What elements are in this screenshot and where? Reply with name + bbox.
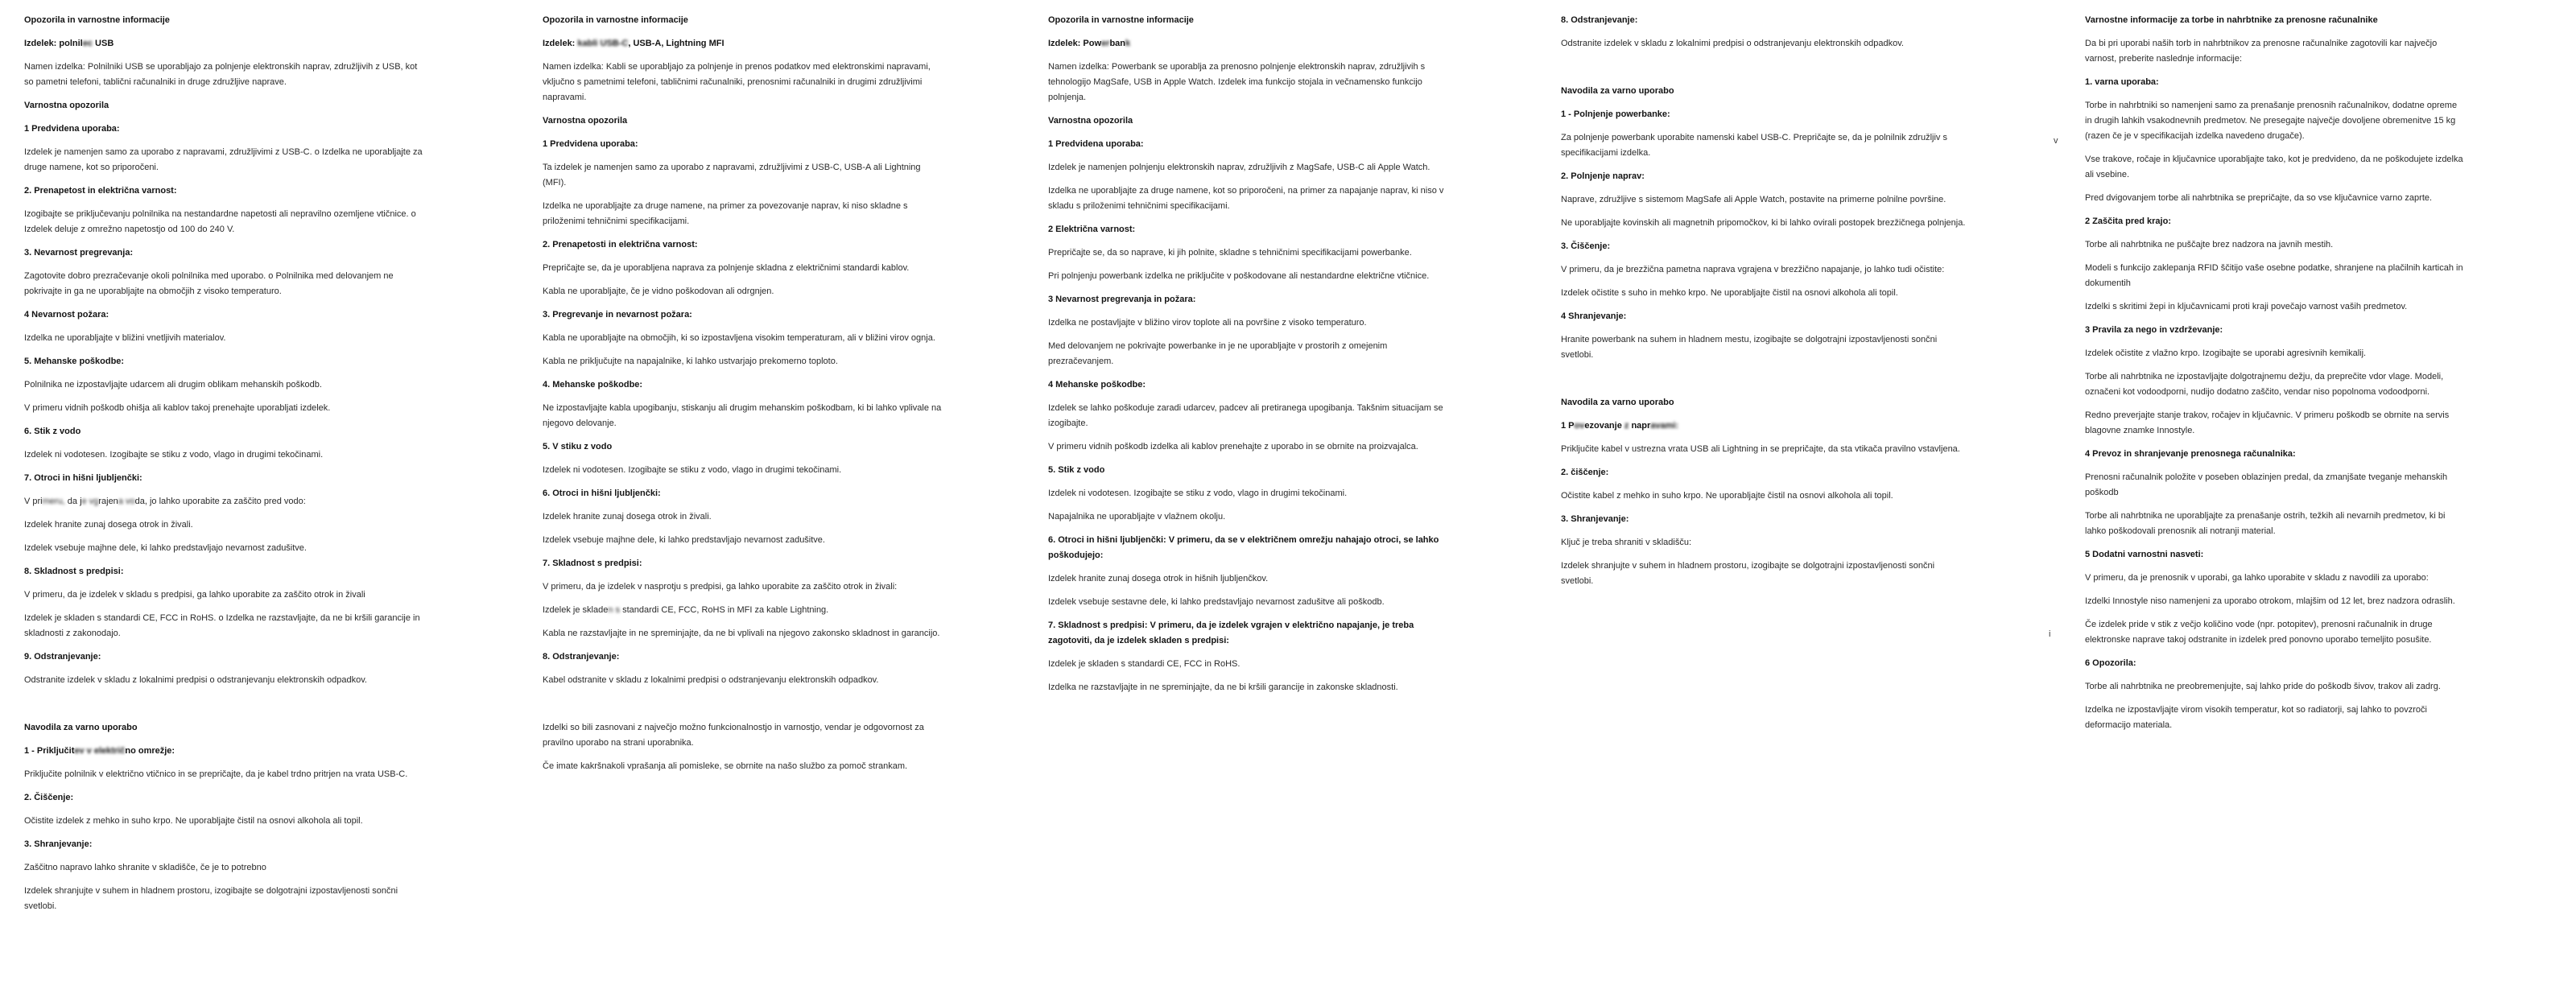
text: Izdelek se lahko poškoduje zaradi udarcev, padcev ali pretiranega upogibanja. Takšnim situacijam se izogibajte.	[1048, 403, 1443, 428]
blurred-text: avami:	[1650, 421, 1679, 431]
section-heading	[1048, 463, 1455, 478]
paragraph	[543, 160, 943, 191]
column-usb-charger	[24, 13, 427, 922]
text: Izdelek vsebuje majhne dele, ki lahko predstavljajo nevarnost zadušitve.	[543, 535, 825, 545]
text: Priključite kabel v ustrezna vrata USB ali Lightning in se prepričajte, da sta vtikača pravilno vstavljena.	[1561, 444, 1960, 454]
paragraph	[1561, 216, 1967, 231]
paragraph	[543, 261, 943, 276]
blurred-text: e vg	[81, 497, 99, 506]
section-heading	[543, 113, 943, 129]
text: 7. Skladnost s predpisi:	[543, 559, 642, 568]
text: Namen izdelka: Kabli se uporabljajo za polnjenje in prenos podatkov med elektronskimi napravami, vključno s pametnimi telefoni, tabličnimi računalniki, prenosnimi računalniki in drugimi združljivimi napravami.	[543, 62, 931, 102]
text: 4 Shranjevanje:	[1561, 311, 1627, 321]
section-heading	[1048, 113, 1455, 129]
text: 9. Odstranjevanje:	[24, 652, 101, 662]
text: 7. Skladnost s predpisi: V primeru, da je izdelek vgrajen v električno napajanje, je treba zagotoviti, da je izdelek skladen s predpisi:	[1048, 621, 1414, 645]
paragraph	[543, 331, 943, 346]
text: napr	[1629, 421, 1651, 431]
text: Izdelek je namenjen polnjenju elektronskih naprav, združljivih z MagSafe, USB-C ali Apple Watch.	[1048, 163, 1430, 172]
paragraph	[543, 533, 943, 548]
paragraph	[543, 401, 943, 431]
section-heading	[1048, 292, 1455, 307]
paragraph	[24, 494, 427, 509]
text: 2 Zaščita pred krajo:	[2085, 216, 2171, 226]
text: Kabel odstranite v skladu z lokalnimi predpisi o odstranjevanju elektronskih odpadkov.	[543, 675, 879, 685]
section-heading	[543, 439, 943, 455]
text: Polnilnika ne izpostavljajte udarcem ali drugim oblikam mehanskih poškodb.	[24, 380, 322, 390]
text: Izdelek očistite s suho in mehko krpo. Ne uporabljajte čistil na osnovi alkohola ali topil.	[1561, 288, 1898, 298]
text: 3. Shranjevanje:	[24, 839, 93, 849]
text: 3 Pravila za nego in vzdrževanje:	[2085, 325, 2223, 335]
section-heading	[1561, 512, 1967, 527]
paragraph	[1048, 571, 1455, 587]
text: Izdelek: Pow	[1048, 39, 1102, 48]
blurred-text: n s	[608, 605, 621, 615]
text: Odstranite izdelek v skladu z lokalnimi predpisi o odstranjevanju elektronskih odpadkov.	[24, 675, 367, 685]
text: 1 Predvidena uporaba:	[24, 124, 120, 134]
paragraph	[1048, 486, 1455, 501]
text: Pred dvigovanjem torbe ali nahrbtnika se prepričajte, da so vse ključavnice varno zaprte.	[2085, 193, 2433, 203]
section-heading	[2085, 75, 2466, 90]
text: Če imate kakršnakoli vprašanja ali pomisleke, se obrnite na našo službo za pomoč strankam.	[543, 761, 908, 771]
paragraph	[2085, 617, 2466, 648]
section-heading	[543, 237, 943, 253]
blurred-text: ov	[1574, 421, 1585, 431]
text: Ta izdelek je namenjen samo za uporabo z napravami, združljivimi z USB-C, USB-A ali Lightning (MFI).	[543, 163, 921, 188]
text: Izdelek je sklade	[543, 605, 609, 615]
section-heading	[1561, 84, 1967, 99]
blurred-text: ev v električ	[74, 746, 126, 756]
text: ezovanje	[1584, 421, 1624, 431]
text: Izdelki so bili zasnovani z največjo možno funkcionalnostjo in varnostjo, vendar je odgovornost za pravilno uporabo na strani uporabnika.	[543, 723, 924, 748]
paragraph	[2085, 237, 2466, 253]
section-heading	[543, 556, 943, 571]
section-heading	[24, 36, 427, 52]
text: Med delovanjem ne pokrivajte powerbanke in je ne uporabljajte v prostorih z omejenim prezračevanjem.	[1048, 341, 1388, 366]
text: 2. Prenapetost in električna varnost:	[24, 186, 177, 196]
text: , USB-A, Lightning MFI	[628, 39, 724, 48]
text: Torbe ali nahrbtnika ne puščajte brez nadzora na javnih mestih.	[2085, 240, 2334, 249]
paragraph	[24, 401, 427, 416]
text: da, jo lahko uporabite za zaščito pred vodo:	[134, 497, 306, 506]
paragraph	[24, 447, 427, 463]
paragraph	[24, 588, 427, 603]
blurred-text: z	[1624, 421, 1629, 431]
text: Navodila za varno uporabo	[24, 723, 138, 732]
text: 3. Pregrevanje in nevarnost požara:	[543, 310, 692, 320]
text: 1 Predvidena uporaba:	[1048, 139, 1144, 149]
paragraph	[1561, 286, 1967, 301]
blurred-text: k	[1125, 39, 1131, 48]
text: Izdelek hranite zunaj dosega otrok in živali.	[543, 512, 712, 522]
section-heading	[24, 744, 427, 759]
text: da j	[64, 497, 82, 506]
text: 6 Opozorila:	[2085, 658, 2136, 668]
section-heading	[1561, 169, 1967, 184]
text: 6. Stik z vodo	[24, 427, 81, 436]
text: 8. Odstranjevanje:	[543, 652, 620, 662]
section-heading	[24, 837, 427, 852]
paragraph	[24, 60, 427, 90]
text: Namen izdelka: Polnilniki USB se uporabljajo za polnjenje elektronskih naprav, združljivih z USB, kot so pametni telefoni, tablični računalniki in druge združljive naprave.	[24, 62, 418, 87]
column-laptop-bags	[2085, 13, 2466, 741]
text: 8. Odstranjevanje:	[1561, 15, 1638, 25]
paragraph	[24, 331, 427, 346]
text: Navodila za varno uporabo	[1561, 398, 1674, 407]
text: Izogibajte se priključevanju polnilnika na nestandardne napetosti ali nepravilno ozemljene vtičnice. o Izdelek deluje z omrežno napetostjo od 100 do 240 V.	[24, 209, 416, 234]
paragraph	[2085, 408, 2466, 439]
text: 1 Predvidena uporaba:	[543, 139, 638, 149]
section-heading	[1561, 13, 1967, 28]
text: Kabla ne uporabljajte, če je vidno poškodovan ali odrgnjen.	[543, 287, 774, 296]
text: Napajalnika ne uporabljajte v vlažnem okolju.	[1048, 512, 1226, 522]
paragraph	[2085, 346, 2466, 361]
text: ban	[1109, 39, 1125, 48]
blurred-text: er	[1101, 39, 1110, 48]
text: 6. Otroci in hišni ljubljenčki: V primeru, da se v električnem omrežju nahajajo otroci, se lahko poškodujejo:	[1048, 535, 1439, 560]
column-powerbank	[1048, 13, 1455, 703]
text: Odstranite izdelek v skladu z lokalnimi predpisi o odstranjevanju elektronskih odpadkov.	[1561, 39, 1904, 48]
paragraph	[543, 579, 943, 595]
paragraph	[2085, 369, 2466, 400]
text: 4. Mehanske poškodbe:	[543, 380, 643, 390]
text: Kabla ne razstavljajte in ne spreminjajte, da ne bi vplivali na njegovo zakonsko skladnost in garancijo.	[543, 629, 940, 638]
text: Očistite izdelek z mehko in suho krpo. Ne uporabljajte čistil na osnovi alkohola ali topil.	[24, 816, 363, 826]
section-heading	[2085, 323, 2466, 338]
section-heading	[1561, 465, 1967, 480]
paragraph	[543, 603, 943, 618]
section-heading	[24, 790, 427, 806]
text: Kabla ne uporabljajte na območjih, ki so izpostavljena visokim temperaturam, ali v bližini virov ognja.	[543, 333, 935, 343]
paragraph	[543, 199, 943, 229]
text: Ne uporabljajte kovinskih ali magnetnih pripomočkov, ki bi lahko ovirali postopek brezžičnega polnjenja.	[1561, 218, 1966, 228]
text: Modeli s funkcijo zaklepanja RFID ščitijo vaše osebne podatke, shranjene na plačilnih karticah in dokumentih	[2085, 263, 2463, 288]
text: Varnostna opozorila	[1048, 116, 1133, 126]
text: 5. Mehanske poškodbe:	[24, 357, 125, 366]
text: Navodila za varno uporabo	[1561, 86, 1674, 96]
text: rajen	[98, 497, 118, 506]
text: Izdelka ne uporabljajte za druge namene, kot so priporočeni, na primer za napajanje naprav, ki niso v skladu s priloženimi tehničnimi specifikacijami.	[1048, 186, 1444, 211]
text: Da bi pri uporabi naših torb in nahrbtnikov za prenosne računalnike zagotovili kar največjo varnost, preberite naslednje informacije:	[2085, 39, 2438, 64]
text: Kabla ne priključujte na napajalnike, ki lahko ustvarjajo prekomerno toploto.	[543, 357, 838, 366]
text: 2 Električna varnost:	[1048, 225, 1136, 234]
paragraph	[543, 354, 943, 369]
paragraph	[1561, 262, 1967, 278]
paragraph	[24, 377, 427, 393]
text: Torbe ali nahrbtnika ne izpostavljajte dolgotrajnemu dežju, da preprečite vdor vlage. Modeli, označeni kot vodoodporni, nudijo dodatno zaščito, vendar niso popolnoma vodoodporni.	[2085, 372, 2444, 397]
text: Varnostna opozorila	[543, 116, 628, 126]
text: Izdelek shranjujte v suhem in hladnem prostoru, izogibajte se dolgotrajni izpostavljenosti sončni svetlobi.	[24, 886, 398, 911]
paragraph	[2085, 152, 2466, 183]
paragraph	[543, 673, 943, 688]
section-heading	[24, 564, 427, 579]
paragraph	[1561, 535, 1967, 550]
paragraph	[24, 207, 427, 237]
text: Ključ je treba shraniti v skladišču:	[1561, 538, 1692, 547]
paragraph	[543, 509, 943, 525]
text: Izdelki Innostyle niso namenjeni za uporabo otrokom, mlajšim od 12 let, brez nadzora odraslih.	[2085, 596, 2455, 606]
section-heading	[24, 649, 427, 665]
section-heading	[543, 377, 943, 393]
text: Izdelek hranite zunaj dosega otrok in živali.	[24, 520, 193, 530]
paragraph	[2085, 594, 2466, 609]
section-heading	[2085, 447, 2466, 462]
text: Pri polnjenju powerbank izdelka ne priključite v poškodovane ali nestandardne električne vtičnice.	[1048, 271, 1430, 281]
text: Izdelek vsebuje majhne dele, ki lahko predstavljajo nevarnost zadušitve.	[24, 543, 307, 553]
section-heading	[543, 137, 943, 152]
paragraph	[2085, 703, 2466, 733]
text: Izdelka ne razstavljajte in ne spreminjajte, da ne bi kršili garancije in zakonske skladnosti.	[1048, 682, 1398, 692]
text: Varnostne informacije za torbe in nahrbtnike za prenosne računalnike	[2085, 15, 2378, 25]
section-heading	[1561, 239, 1967, 254]
paragraph	[543, 284, 943, 299]
section-heading	[543, 13, 943, 28]
text: Izdelka ne uporabljajte v bližini vnetljivih materialov.	[24, 333, 226, 343]
paragraph	[543, 759, 943, 774]
paragraph	[24, 860, 427, 876]
text: Opozorila in varnostne informacije	[1048, 15, 1194, 25]
text: Vse trakove, ročaje in ključavnice uporabljajte tako, kot je predvideno, da ne poškodujete izdelka ali vsebine.	[2085, 155, 2463, 179]
text: Prenosni računalnik položite v poseben oblazinjen predal, da zmanjšate tveganje mehanskih poškodb	[2085, 472, 2448, 497]
text: Izdelek očistite z vlažno krpo. Izogibajte se uporabi agresivnih kemikalij.	[2085, 348, 2367, 358]
text: V primeru, da je izdelek v nasprotju s predpisi, ga lahko uporabite za zaščito otrok in živali:	[543, 582, 898, 592]
section-heading	[1561, 107, 1967, 122]
text: Redno preverjajte stanje trakov, ročajev in ključavnic. V primeru poškodb se obrnite na servis blagovne znamke Innostyle.	[2085, 410, 2450, 435]
text: 2. Prenapetosti in električna varnost:	[543, 240, 698, 249]
section-heading	[1048, 618, 1455, 649]
section-heading	[24, 98, 427, 113]
paragraph	[1048, 509, 1455, 525]
paragraph	[24, 145, 427, 175]
paragraph	[1561, 36, 1967, 52]
text: Izdelek shranjujte v suhem in hladnem prostoru, izogibajte se dolgotrajni izpostavljenosti sončni svetlobi.	[1561, 561, 1935, 586]
text: 2. Čiščenje:	[24, 793, 74, 802]
text: Izdelka ne postavljajte v bližino virov toplote ali na površine z visoko temperaturo.	[1048, 318, 1367, 328]
paragraph	[24, 884, 427, 914]
section-heading	[1048, 137, 1455, 152]
section-heading	[1048, 13, 1455, 28]
paragraph	[2085, 470, 2466, 501]
text: Prepričajte se, da je uporabljena naprava za polnjenje skladna z električnimi standardi kablov.	[543, 263, 910, 273]
text: V primeru, da je prenosnik v uporabi, ga lahko uporabite v skladu z navodili za uporabo:	[2085, 573, 2429, 583]
text: Torbe ali nahrbtnika ne preobremenjujte, saj lahko pride do poškodb šivov, trakov ali zadrg.	[2085, 682, 2441, 691]
paragraph	[1048, 680, 1455, 695]
text: Izdelek ni vodotesen. Izogibajte se stiku z vodo, vlago in drugimi tekočinami.	[24, 450, 324, 460]
blurred-text: kabli USB-C	[577, 39, 629, 48]
paragraph	[24, 517, 427, 533]
text: Izdelek ni vodotesen. Izogibajte se stiku z vodo, vlago in drugimi tekočinami.	[543, 465, 842, 475]
text: Izdelek: polnil	[24, 39, 83, 48]
text: Izdelek vsebuje sestavne dele, ki lahko predstavljajo nevarnost zadušitve ali poškodb.	[1048, 597, 1385, 607]
text: Izdelki s skritimi žepi in ključavnicami proti kraji povečajo varnost vaših predmetov.	[2085, 302, 2408, 311]
paragraph	[1048, 315, 1455, 331]
section-heading	[543, 36, 943, 52]
paragraph	[1048, 439, 1455, 455]
text: Izdelek je skladen s standardi CE, FCC in RoHS. o Izdelka ne razstavljajte, da ne bi kršili garancije in skladnosti z zakonodajo.	[24, 613, 420, 638]
text: V primeru, da je brezžična pametna naprava vgrajena v brezžično napajanje, jo lahko tudi očistite:	[1561, 265, 1945, 274]
section-heading	[24, 13, 427, 28]
section-heading	[1048, 533, 1455, 563]
paragraph	[2085, 571, 2466, 586]
text: Namen izdelka: Powerbank se uporablja za prenosno polnjenje elektronskih naprav, združljivih s tehnologijo MagSafe, USB in Apple Watch. Izdelek ima funkcijo stojala in večnamensko funkcijo polnjenja.	[1048, 62, 1426, 102]
paragraph	[2085, 299, 2466, 315]
text: Za polnjenje powerbank uporabite namenski kabel USB-C. Prepričajte se, da je polnilnik združljiv s specifikacijami izdelka.	[1561, 133, 1947, 158]
paragraph	[24, 673, 427, 688]
text: Torbe in nahrbtniki so namenjeni samo za prenašanje prenosnih računalnikov, dodatne opreme in drugih lahkih vsakodnevnih predmetov. Ne presegajte največje dovoljene obremenitve 15 kg (razen če je v specifikacijah izdelka navedeno drugače).	[2085, 101, 2458, 141]
paragraph	[543, 720, 943, 751]
paragraph	[1048, 160, 1455, 175]
paragraph	[2085, 98, 2466, 144]
paragraph	[24, 269, 427, 299]
paragraph	[543, 60, 943, 105]
paragraph	[1561, 489, 1967, 504]
text: no omrežje:	[125, 746, 175, 756]
section-heading	[24, 122, 427, 137]
paragraph	[1048, 183, 1455, 214]
text: Izdelek je skladen s standardi CE, FCC in RoHS.	[1048, 659, 1241, 669]
stray-mark: v	[2054, 136, 2058, 146]
text: standardi CE, FCC, RoHS in MFI za kable Lightning.	[620, 605, 829, 615]
text: 4 Nevarnost požara:	[24, 310, 109, 320]
text: 1. varna uporaba:	[2085, 77, 2159, 87]
text: USB	[92, 39, 114, 48]
text: 3 Nevarnost pregrevanja in požara:	[1048, 295, 1196, 304]
text: Priključite polnilnik v električno vtičnico in se prepričajte, da je kabel trdno pritrjen na vrata USB-C.	[24, 769, 408, 779]
section-heading	[24, 354, 427, 369]
text: 4 Prevoz in shranjevanje prenosnega računalnika:	[2085, 449, 2296, 459]
section-heading	[24, 307, 427, 323]
text: 5. Stik z vodo	[1048, 465, 1105, 475]
paragraph	[1048, 401, 1455, 431]
text: 7. Otroci in hišni ljubljenčki:	[24, 473, 142, 483]
text: V pri	[24, 497, 43, 506]
paragraph	[1561, 559, 1967, 589]
spacer	[1561, 60, 1967, 76]
paragraph	[1561, 332, 1967, 363]
paragraph	[1048, 269, 1455, 284]
paragraph	[2085, 36, 2466, 67]
paragraph	[2085, 509, 2466, 539]
paragraph	[1561, 192, 1967, 208]
paragraph	[1048, 657, 1455, 672]
text: 2. Polnjenje naprav:	[1561, 171, 1645, 181]
text: 2. čiščenje:	[1561, 468, 1609, 477]
section-heading	[1048, 222, 1455, 237]
text: Izdelek je namenjen samo za uporabo z napravami, združljivimi z USB-C. o Izdelka ne uporabljajte za druge namene, kot so priporočeni.	[24, 147, 423, 172]
paragraph	[543, 463, 943, 478]
text: Izdelek:	[543, 39, 578, 48]
paragraph	[24, 611, 427, 641]
text: 3. Shranjevanje:	[1561, 514, 1629, 524]
paragraph	[2085, 261, 2466, 291]
text: 3. Čiščenje:	[1561, 241, 1611, 251]
section-heading	[1561, 309, 1967, 324]
text: Torbe ali nahrbtnika ne uporabljajte za prenašanje ostrih, težkih ali nevarnih predmetov, ki bi lahko poškodovali prenosnik ali notranji material.	[2085, 511, 2446, 536]
section-heading	[2085, 656, 2466, 671]
text: V primeru, da je izdelek v skladu s predpisi, ga lahko uporabite za zaščito otrok in živali	[24, 590, 365, 600]
section-heading	[1048, 36, 1455, 52]
text: 1 - Polnjenje powerbanke:	[1561, 109, 1670, 119]
spacer	[1561, 371, 1967, 387]
text: Prepričajte se, da so naprave, ki jih polnite, skladne s tehničnimi specifikacijami powerbanke.	[1048, 248, 1412, 258]
section-heading	[24, 720, 427, 736]
column-usage-instructions	[1561, 13, 1967, 597]
paragraph	[1048, 339, 1455, 369]
blurred-text: meru,	[42, 497, 65, 506]
blurred-text: a vo	[118, 497, 135, 506]
text: 5 Dodatni varnostni nasveti:	[2085, 550, 2204, 559]
text: Če izdelek pride v stik z večjo količino vode (npr. potopitev), prenosni računalnik in druge elektronske naprave takoj odstranite in izdelek pred ponovno uporabo temeljito posušite.	[2085, 620, 2433, 645]
section-heading	[2085, 214, 2466, 229]
spacer	[543, 696, 943, 712]
text: 5. V stiku z vodo	[543, 442, 613, 451]
section-heading	[24, 183, 427, 199]
text: 3. Nevarnost pregrevanja:	[24, 248, 134, 258]
text: Izdelka ne uporabljajte za druge namene, na primer za povezovanje naprav, ki niso skladne s priloženimi tehničnimi specifikacijami.	[543, 201, 908, 226]
text: V primeru vidnih poškodb izdelka ali kablov prenehajte z uporabo in se obrnite na proizvajalca.	[1048, 442, 1418, 451]
text: Očistite kabel z mehko in suho krpo. Ne uporabljajte čistil na osnovi alkohola ali topil.	[1561, 491, 1893, 501]
text: Opozorila in varnostne informacije	[24, 15, 170, 25]
paragraph	[543, 626, 943, 641]
paragraph	[1561, 442, 1967, 457]
section-heading	[1561, 418, 1967, 434]
paragraph	[1561, 130, 1967, 161]
text: 8. Skladnost s predpisi:	[24, 567, 124, 576]
section-heading	[2085, 547, 2466, 563]
section-heading	[1048, 377, 1455, 393]
text: 6. Otroci in hišni ljubljenčki:	[543, 489, 661, 498]
paragraph	[2085, 191, 2466, 206]
text: Zaščitno napravo lahko shranite v skladišče, če je to potrebno	[24, 863, 266, 872]
paragraph	[1048, 60, 1455, 105]
paragraph	[24, 767, 427, 782]
section-heading	[543, 486, 943, 501]
text: 4 Mehanske poškodbe:	[1048, 380, 1146, 390]
text: Izdelek hranite zunaj dosega otrok in hišnih ljubljenčkov.	[1048, 574, 1269, 583]
paragraph	[24, 541, 427, 556]
text: Zagotovite dobro prezračevanje okoli polnilnika med uporabo. o Polnilnika med delovanjem ne pokrivajte in ga ne uporabljajte na območjih z visoko temperaturo.	[24, 271, 394, 296]
text: Hranite powerbank na suhem in hladnem mestu, izogibajte se dolgotrajni izpostavljenosti sončni svetlobi.	[1561, 335, 1938, 360]
text: Izdelek ni vodotesen. Izogibajte se stiku z vodo, vlago in drugimi tekočinami.	[1048, 489, 1348, 498]
text: Naprave, združljive s sistemom MagSafe ali Apple Watch, postavite na primerne polnilne površine.	[1561, 195, 1946, 204]
text: Ne izpostavljajte kabla upogibanju, stiskanju ali drugim mehanskim poškodbam, ki bi lahko vplivale na njegovo delovanje.	[543, 403, 942, 428]
section-heading	[1561, 395, 1967, 410]
paragraph	[2085, 679, 2466, 695]
section-heading	[24, 471, 427, 486]
paragraph	[1048, 595, 1455, 610]
section-heading	[543, 649, 943, 665]
section-heading	[2085, 13, 2466, 28]
text: Opozorila in varnostne informacije	[543, 15, 688, 25]
paragraph	[1048, 245, 1455, 261]
text: V primeru vidnih poškodb ohišja ali kablov takoj prenehajte uporabljati izdelek.	[24, 403, 331, 413]
spacer	[24, 696, 427, 712]
text: 1 P	[1561, 421, 1575, 431]
stray-mark: i	[2049, 629, 2051, 639]
section-heading	[543, 307, 943, 323]
text: Izdelka ne izpostavljajte virom visokih temperatur, kot so radiatorji, saj lahko to povzroči deformacijo materiala.	[2085, 705, 2427, 730]
text: Varnostna opozorila	[24, 101, 109, 110]
section-heading	[24, 424, 427, 439]
blurred-text: ec	[82, 39, 93, 48]
column-cables	[543, 13, 943, 782]
section-heading	[24, 245, 427, 261]
text: 1 - Priključit	[24, 746, 75, 756]
paragraph	[24, 814, 427, 829]
